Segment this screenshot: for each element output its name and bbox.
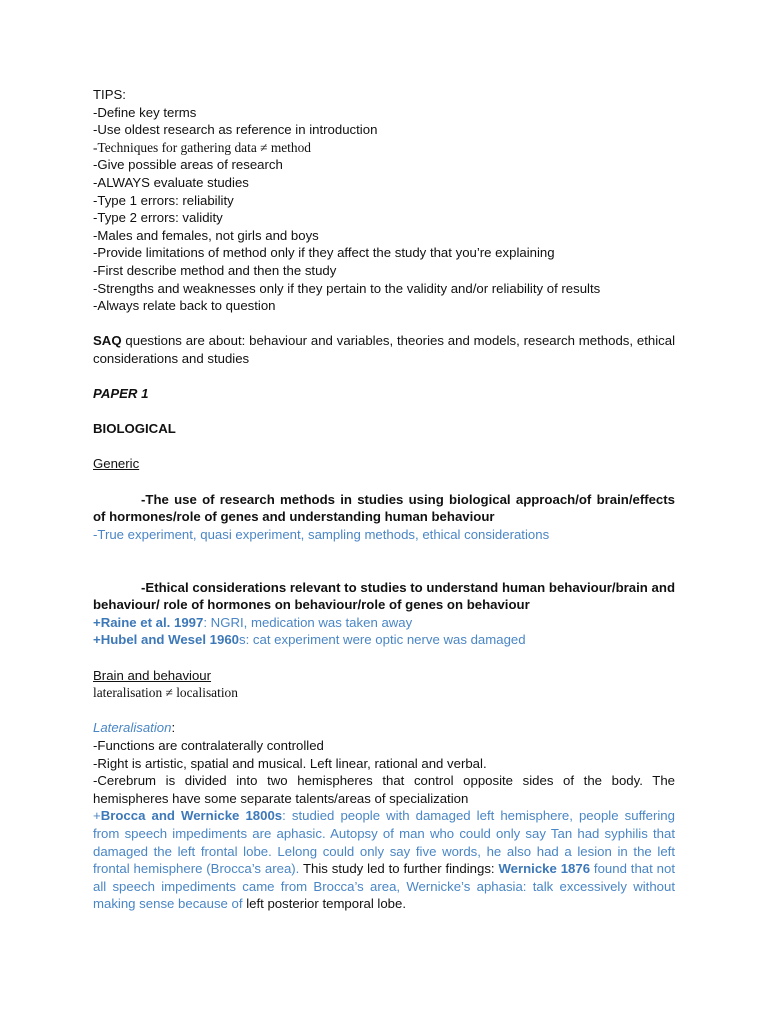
generic-paragraph-1: -The use of research methods in studies using biological approach/of brain/effects of hormones/role of genes and understanding human behaviour: [93, 491, 675, 525]
tip-item: -Always relate back to question: [93, 298, 276, 314]
paper-heading: PAPER 1: [93, 386, 149, 402]
broca-wernicke-paragraph: +Brocca and Wernicke 1800s: studied people with damaged left hemisphere, people suffering from speech impediments are aphasic. Autopsy of man who could only say Tan had syphilis that damaged the left frontal lobe. Lelong could only say five words, he also had a lesion in the left frontal hemisphere (Brocca’s area). This study led to further findings: Wernicke 1876 found that not all speech impediments came from Brocca’s area, Wernicke’s aphasia: talk excessively without making sense because of left posterior temporal lobe.: [93, 808, 675, 912]
subheading-brain-behaviour: Brain and behaviour: [93, 667, 212, 683]
lateralisation-item: -Right is artistic, spatial and musical. Left linear, rational and verbal.: [93, 755, 487, 771]
saq-paragraph: [93, 332, 675, 367]
lateralisation-item: -Functions are contralaterally controlled: [93, 737, 324, 753]
tip-item: -Strengths and weaknesses only if they pertain to the validity and/or reliability of results: [93, 280, 601, 296]
lateralisation-localisation-note: lateralisation ≠ localisation: [93, 685, 238, 701]
saq-text: questions are about: behaviour and variables, theories and models, research methods, ethical considerations and studies: [93, 333, 675, 366]
tip-item: -ALWAYS evaluate studies: [93, 174, 249, 190]
tip-item: -Techniques for gathering data ≠ method: [93, 139, 311, 155]
tip-item: -Type 1 errors: reliability: [93, 192, 234, 208]
tip-item: -Give possible areas of research: [93, 157, 283, 173]
tip-item: -First describe method and then the study: [93, 262, 337, 278]
study-hubel: +Hubel and Wesel 1960s: cat experiment were optic nerve was damaged: [93, 632, 526, 648]
document-page: [93, 86, 675, 913]
section-heading-biological: BIOLOGICAL: [93, 421, 176, 437]
generic-paragraph-2: -Ethical considerations relevant to studies to understand human behaviour/brain and behaviour/ role of hormones on behaviour/role of genes on behaviour: [93, 579, 675, 613]
tips-heading: TIPS:: [93, 87, 126, 102]
saq-label: SAQ: [93, 333, 122, 349]
lateralisation-heading: Lateralisation:: [93, 720, 176, 736]
tip-item: -Use oldest research as reference in introduction: [93, 122, 378, 138]
tip-item: -Males and females, not girls and boys: [93, 227, 319, 243]
subheading-generic: Generic: [93, 456, 140, 472]
study-raine: +Raine et al. 1997: NGRI, medication was taken away: [93, 614, 413, 630]
lateralisation-item: -Cerebrum is divided into two hemispheres that control opposite sides of the body. The hemispheres have some separate talents/areas of specialization: [93, 773, 675, 806]
tip-item: -Type 2 errors: validity: [93, 210, 223, 226]
tip-item: -Provide limitations of method only if they affect the study that you’re explaining: [93, 245, 555, 261]
tip-item: -Define key terms: [93, 104, 197, 120]
generic-note-1: -True experiment, quasi experiment, sampling methods, ethical considerations: [93, 526, 550, 542]
